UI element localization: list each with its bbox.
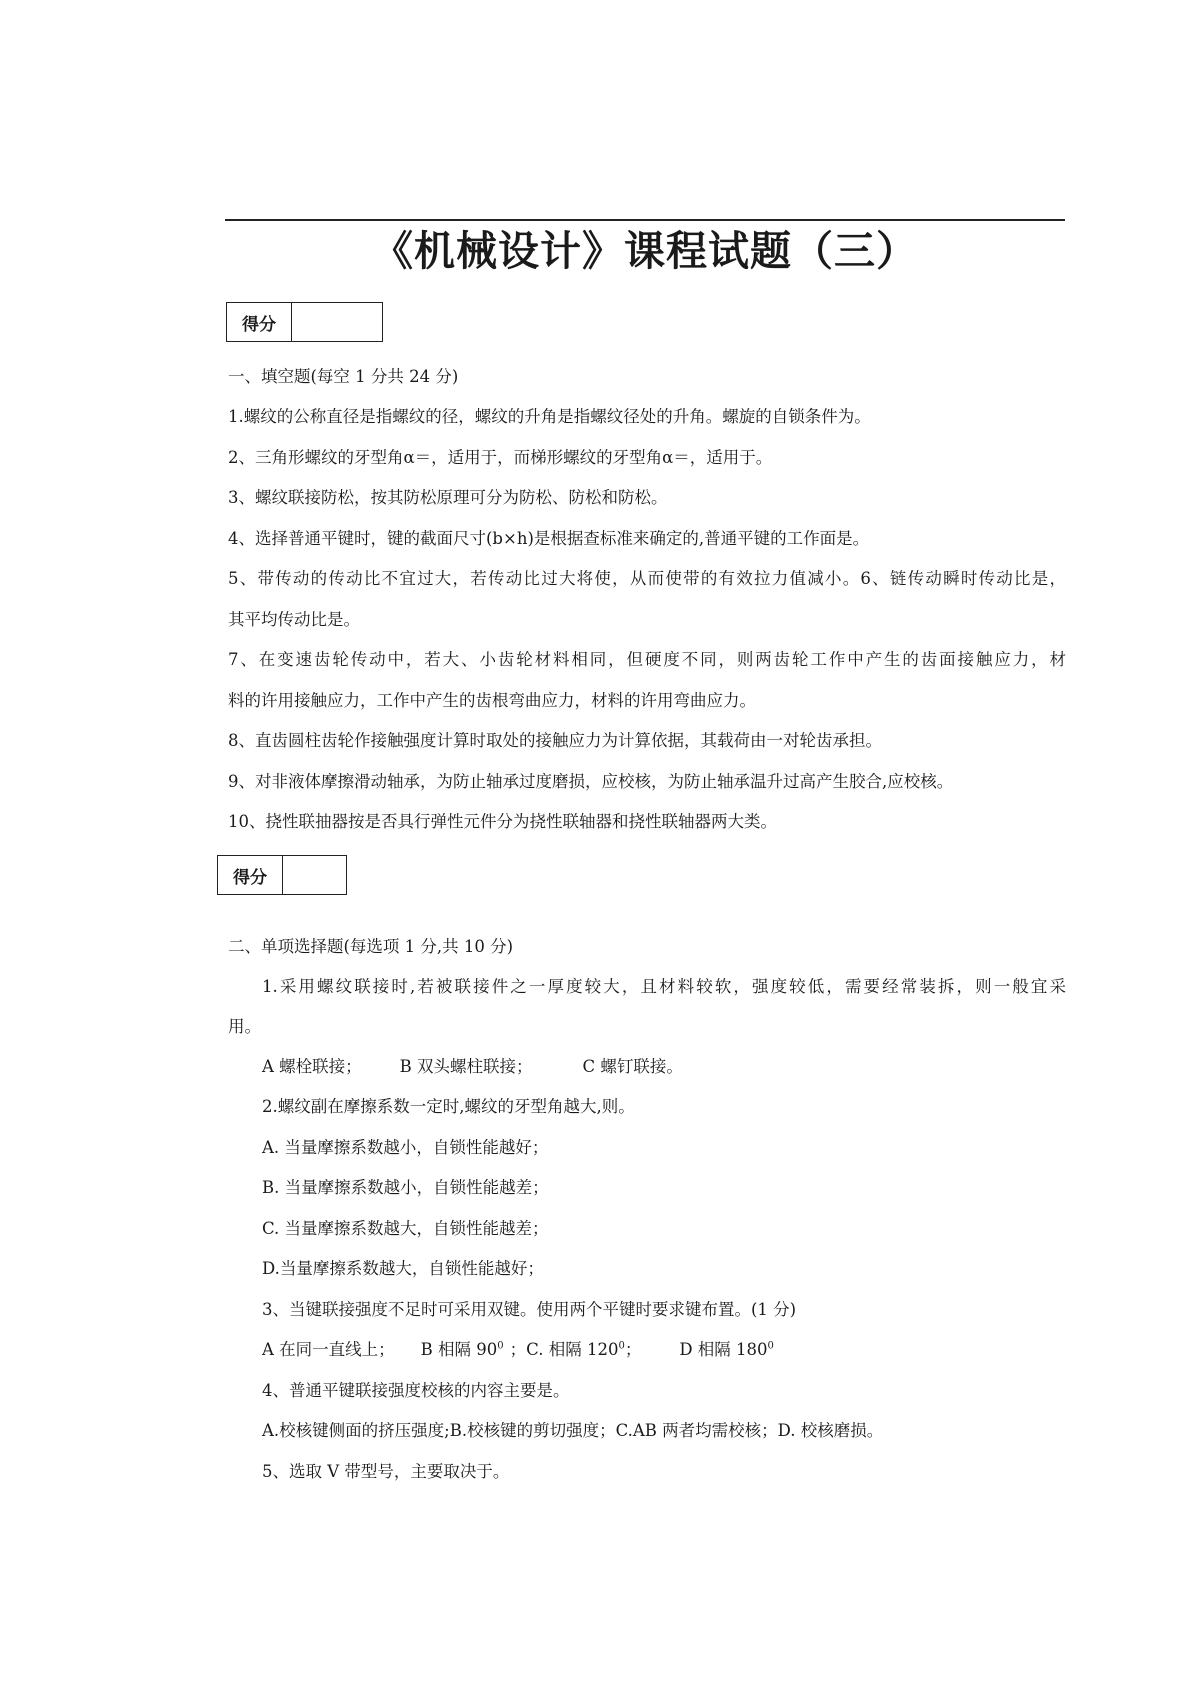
question-line: 料的许用接触应力，工作中产生的齿根弯曲应力，材料的许用弯曲应力。 — [228, 691, 756, 710]
score-label: 得分 — [218, 856, 283, 894]
question-line: 1.采用螺纹联接时,若被联接件之一厚度较大，且材料较软，强度较低，需要经常装拆，则一般宜采 — [262, 977, 1066, 996]
question-line: 9、对非液体摩擦滑动轴承，为防止轴承过度磨损，应校核，为防止轴承温升过高产生胶合,应校核。 — [228, 772, 954, 791]
question-line: 4、普通平键联接强度校核的内容主要是。 — [262, 1381, 570, 1400]
question-line: 4、选择普通平键时，键的截面尺寸(b×h)是根据查标准来确定的,普通平键的工作面是。 — [228, 529, 870, 548]
score-box — [226, 302, 383, 342]
question-line: 3、当键联接强度不足时可采用双键。使用两个平键时要求键布置。(1 分) — [262, 1300, 797, 1319]
option-b: B 双头螺柱联接； — [399, 1057, 533, 1076]
question-line: 其平均传动比是。 — [228, 610, 360, 629]
question-line: 7、在变速齿轮传动中，若大、小齿轮材料相同，但硬度不同，则两齿轮工作中产生的齿面接触应力，材 — [228, 650, 1066, 669]
question-line: 10、挠性联抽器按是否具行弹性元件分为挠性联轴器和挠性联轴器两大类。 — [228, 812, 777, 831]
title-rule — [225, 219, 1065, 221]
option-line: A.校核键侧面的挤压强度;B.校核键的剪切强度；C.AB 两者均需校核；D. 校核磨损。 — [262, 1421, 884, 1440]
question-line: 1.螺纹的公称直径是指螺纹的径，螺纹的升角是指螺纹径处的升角。螺旋的自锁条件为。 — [228, 407, 871, 426]
option-line: A. 当量摩擦系数越小，自锁性能越好； — [262, 1138, 549, 1157]
question-line: 2、三角形螺纹的牙型角α＝，适用于，而梯形螺纹的牙型角α＝，适用于。 — [228, 448, 773, 467]
question-line: 5、选取 V 带型号，主要取决于。 — [262, 1462, 510, 1481]
section-heading: 二、单项选择题(每选项 1 分,共 10 分) — [228, 937, 514, 956]
score-blank — [283, 856, 346, 894]
option-c: C 螺钉联接。 — [582, 1057, 683, 1076]
score-blank — [292, 303, 382, 341]
section-heading: 一、填空题(每空 1 分共 24 分) — [228, 367, 459, 386]
option-line: C. 当量摩擦系数越大，自锁性能越差； — [262, 1219, 549, 1238]
option-a: A 螺栓联接； — [262, 1057, 362, 1076]
option-a: A 在同一直线上； — [262, 1340, 395, 1359]
option-line — [262, 1056, 683, 1078]
degree-mark: 0 — [497, 1340, 504, 1352]
score-label: 得分 — [227, 303, 292, 341]
option-line: D.当量摩擦系数越大，自锁性能越好； — [262, 1259, 544, 1278]
question-line: 8、直齿圆柱齿轮作接触强度计算时取处的接触应力为计算依据，其载荷由一对轮齿承担。 — [228, 731, 882, 750]
option-d: D 相隔 180 — [679, 1340, 768, 1359]
question-line: 3、螺纹联接防松，按其防松原理可分为防松、防松和防松。 — [228, 488, 668, 507]
question-line: 5、带传动的传动比不宜过大，若传动比过大将使，从而使带的有效拉力值减小。6、链传动瞬时传动比是， — [228, 569, 1066, 588]
separator: ； — [624, 1340, 642, 1359]
option-b: B 相隔 90 — [420, 1340, 498, 1359]
option-line — [262, 1339, 774, 1361]
degree-mark: 0 — [618, 1340, 625, 1352]
question-line: 用。 — [228, 1017, 261, 1036]
option-line: B. 当量摩擦系数越小，自锁性能越差； — [262, 1178, 549, 1197]
option-c: ；C. 相隔 120 — [509, 1340, 619, 1359]
score-box — [217, 855, 347, 895]
page-title: 《机械设计》课程试题（三） — [372, 227, 918, 275]
question-line: 2.螺纹副在摩擦系数一定时,螺纹的牙型角越大,则。 — [262, 1097, 635, 1116]
degree-mark: 0 — [767, 1340, 774, 1352]
